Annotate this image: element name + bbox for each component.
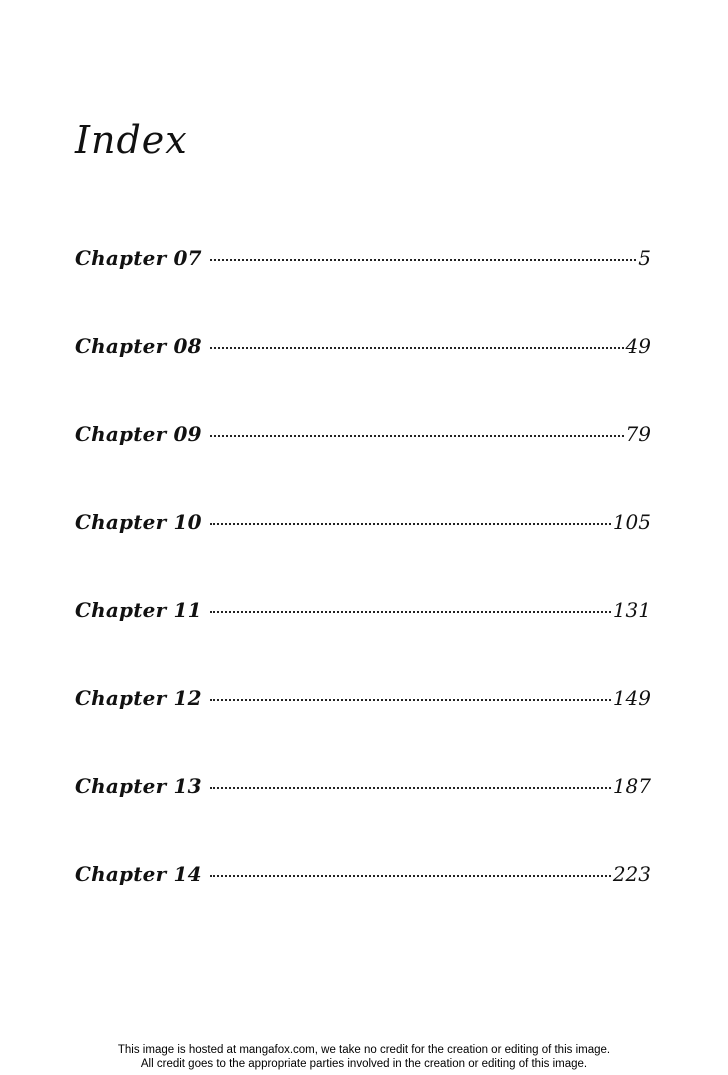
- toc-entry-page: 187: [612, 774, 651, 798]
- hosting-credit-notice: [0, 1043, 728, 1071]
- toc-entry-page: 223: [612, 862, 651, 886]
- toc-entry-label: Chapter 13: [75, 774, 202, 798]
- dot-leader: [210, 699, 611, 701]
- toc-entry-page: 105: [612, 510, 651, 534]
- toc-entry: [75, 334, 651, 422]
- toc-entry: [75, 510, 651, 598]
- toc-entry-label: Chapter 09: [75, 422, 202, 446]
- dot-leader: [210, 347, 624, 349]
- dot-leader: [210, 435, 624, 437]
- toc-entry-page: 5: [638, 246, 651, 270]
- dot-leader: [210, 523, 611, 525]
- page-title: Index: [75, 118, 188, 162]
- toc-entry-page: 149: [612, 686, 651, 710]
- toc-entry-label: Chapter 11: [75, 598, 202, 622]
- credit-line-2: All credit goes to the appropriate parties involved in the creation or editing of this image.: [140, 1058, 588, 1070]
- credit-line-1: This image is hosted at mangafox.com, we take no credit for the creation or editing of this image.: [117, 1044, 611, 1056]
- toc-entry-label: Chapter 14: [75, 862, 202, 886]
- toc-entry: [75, 686, 651, 774]
- toc-entry-label: Chapter 07: [75, 246, 202, 270]
- dot-leader: [210, 259, 637, 261]
- toc-entry: [75, 862, 651, 950]
- toc-entry-page: 131: [612, 598, 651, 622]
- dot-leader: [210, 611, 611, 613]
- toc-entry: [75, 598, 651, 686]
- dot-leader: [210, 875, 611, 877]
- toc-entry: [75, 774, 651, 862]
- toc-entry-page: 79: [625, 422, 651, 446]
- dot-leader: [210, 787, 611, 789]
- toc-entry: [75, 422, 651, 510]
- toc-entry-label: Chapter 08: [75, 334, 202, 358]
- toc-entry-page: 49: [625, 334, 651, 358]
- toc-entry-label: Chapter 10: [75, 510, 202, 534]
- toc-entry: [75, 246, 651, 334]
- table-of-contents: [75, 246, 651, 950]
- toc-entry-label: Chapter 12: [75, 686, 202, 710]
